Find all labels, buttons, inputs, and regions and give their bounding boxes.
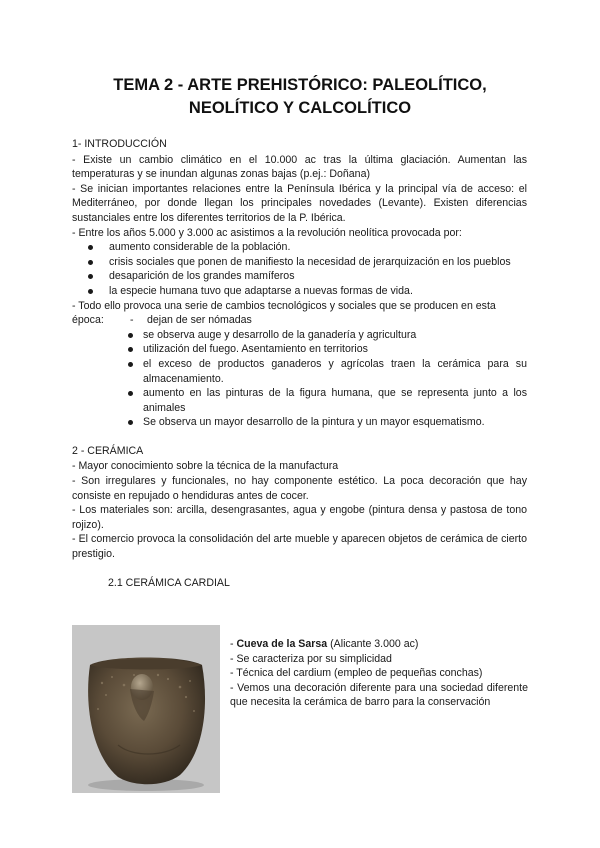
intro-paragraph-1: - Existe un cambio climático en el 10.000 ac tras la última glaciación. Aumentan las temperaturas y se inundan algunas zonas bajas (p.ej.: Doñana): [72, 153, 527, 181]
list-item: Se observa un mayor desarrollo de la pintura y un mayor esquematismo.: [72, 415, 527, 430]
causes-list: [72, 240, 527, 298]
intro-paragraph-3: - Entre los años 5.000 y 3.000 ac asistimos a la revolución neolítica provocada por:: [72, 226, 462, 239]
list-item: se observa auge y desarrollo de la ganadería y agricultura: [72, 328, 527, 343]
intro-paragraph-4: - Todo ello provoca una serie de cambios tecnológicos y sociales que se producen en esta: [72, 299, 496, 312]
list-item: aumento considerable de la población.: [72, 240, 527, 255]
document-body: [72, 137, 527, 590]
caption-line-4: - Vemos una decoración diferente para una sociedad diferente que necesita la cerámica de barro para la conservación: [230, 681, 528, 709]
epoca-dash: -: [130, 314, 134, 327]
list-item: utilización del fuego. Asentamiento en territorios: [72, 342, 527, 357]
page-title: [60, 74, 540, 120]
section-heading-ceramica: 2 - CERÁMICA: [72, 444, 144, 457]
site-name: Cueva de la Sarsa: [236, 638, 328, 650]
title-line-1: TEMA 2 - ARTE PREHISTÓRICO: PALEOLÍTICO,: [113, 76, 487, 94]
list-item: crisis sociales que ponen de manifiesto la necesidad de jerarquización en los pueblos: [72, 255, 527, 270]
epoca-label: época:: [72, 314, 104, 327]
subsection-heading-cardial: 2.1 CERÁMICA CARDIAL: [108, 576, 230, 589]
section-heading-introduccion: 1- INTRODUCCIÓN: [72, 138, 167, 150]
list-item: desaparición de los grandes mamíferos: [72, 269, 527, 284]
pot-illustration: [72, 625, 220, 793]
caption-line-3: - Técnica del cardium (empleo de pequeñas conchas): [230, 667, 483, 680]
title-line-2: NEOLÍTICO Y CALCOLÍTICO: [188, 99, 412, 117]
cardial-figure-row: [72, 623, 528, 795]
ceramica-paragraph-1: - Mayor conocimiento sobre la técnica de la manufactura: [72, 460, 339, 473]
list-item: aumento en las pinturas de la figura humana, que se representa junto a los animales: [72, 386, 527, 415]
epoca-line: [72, 313, 527, 328]
list-item: el exceso de productos ganaderos y agrícolas traen la cerámica para su almacenamiento.: [72, 357, 527, 386]
caption-line-1: - Cueva de la Sarsa (Alicante 3.000 ac): [230, 638, 419, 650]
ceramica-paragraph-4: - El comercio provoca la consolidación del arte mueble y aparecen objetos de cerámica de cierto prestigio.: [72, 533, 527, 561]
changes-list: [72, 328, 527, 430]
caption-line-2: - Se caracteriza por su simplicidad: [230, 652, 392, 665]
cardial-caption: [230, 637, 528, 710]
ceramic-vessel-photo: [72, 625, 220, 793]
ceramica-paragraph-3: - Los materiales son: arcilla, desengrasantes, agua y engobe (pintura densa y pastosa de tono rojizo).: [72, 504, 527, 531]
intro-paragraph-2: - Se inician importantes relaciones entre la Península Ibérica y la principal vía de acceso: el Mediterráneo, por donde llegan los principales novedades (Levante). Existen diferencias sustanciales entre los diferentes territorios de la P. Ibérica.: [72, 182, 527, 224]
list-item: la especie humana tuvo que adaptarse a nuevas formas de vida.: [72, 284, 527, 299]
epoca-item: dejan de ser nómadas: [147, 314, 252, 327]
ceramica-paragraph-2: - Son irregulares y funcionales, no hay componente estético. La poca decoración que hay consiste en repujado o hendiduras antes de cocer.: [72, 475, 527, 502]
